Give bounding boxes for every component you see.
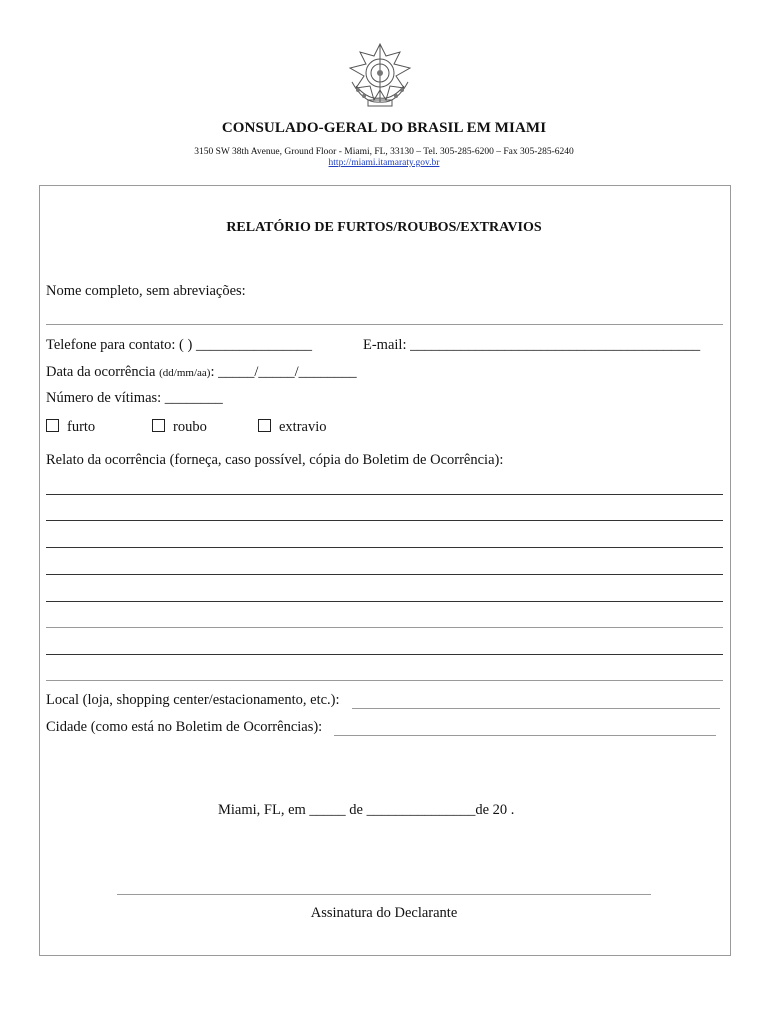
option-extravio[interactable]	[258, 419, 327, 436]
date-label: Data da ocorrência	[46, 364, 160, 380]
consulate-title: CONSULADO-GERAL DO BRASIL EM MIAMI	[221, 120, 547, 136]
full-name-line[interactable]	[46, 324, 723, 325]
signature-line[interactable]	[117, 894, 651, 895]
report-line[interactable]	[46, 627, 723, 628]
place-line[interactable]	[352, 708, 720, 709]
form-title: RELATÓRIO DE FURTOS/ROUBOS/EXTRAVIOS	[226, 220, 542, 235]
checkbox-furto[interactable]	[46, 419, 59, 432]
coat-of-arms-icon	[344, 42, 416, 110]
full-name-label: Nome completo, sem abreviações:	[46, 283, 246, 299]
consulate-address: 3150 SW 38th Avenue, Ground Floor - Miami, FL, 33130 – Tel. 305-285-6200 – Fax 305-285-6240	[194, 147, 574, 157]
checkbox-roubo[interactable]	[152, 419, 165, 432]
phone-field[interactable]: Telefone para contato: ( ) ________________	[46, 337, 312, 353]
option-furto-label: furto	[67, 419, 96, 435]
city-line[interactable]	[334, 735, 716, 736]
report-label: Relato da ocorrência (forneça, caso possível, cópia do Boletim de Ocorrência):	[46, 452, 504, 468]
report-line[interactable]	[46, 574, 723, 575]
report-line[interactable]	[46, 680, 723, 681]
date-blanks: : _____/_____/________	[210, 364, 357, 380]
option-furto[interactable]	[46, 419, 95, 436]
email-field[interactable]: E-mail: ________________________________________	[363, 337, 701, 353]
checkbox-extravio[interactable]	[258, 419, 271, 432]
date-format-hint: (dd/mm/aa)	[159, 367, 211, 379]
date-place-field[interactable]: Miami, FL, em _____ de _______________de 20 .	[218, 802, 515, 818]
consulate-website-link[interactable]: http://miami.itamaraty.gov.br	[328, 158, 440, 168]
option-roubo[interactable]	[152, 419, 207, 436]
option-roubo-label: roubo	[173, 419, 207, 435]
form-box	[39, 185, 731, 956]
victims-field[interactable]: Número de vítimas: ________	[46, 390, 223, 406]
report-line[interactable]	[46, 601, 723, 602]
option-extravio-label: extravio	[279, 419, 327, 435]
report-line[interactable]	[46, 654, 723, 655]
city-label: Cidade (como está no Boletim de Ocorrências):	[46, 719, 323, 735]
place-label: Local (loja, shopping center/estacionamento, etc.):	[46, 692, 340, 708]
report-line[interactable]	[46, 494, 723, 495]
signature-label: Assinatura do Declarante	[310, 905, 458, 921]
date-field[interactable]	[46, 364, 357, 381]
report-line[interactable]	[46, 520, 723, 521]
report-line[interactable]	[46, 547, 723, 548]
